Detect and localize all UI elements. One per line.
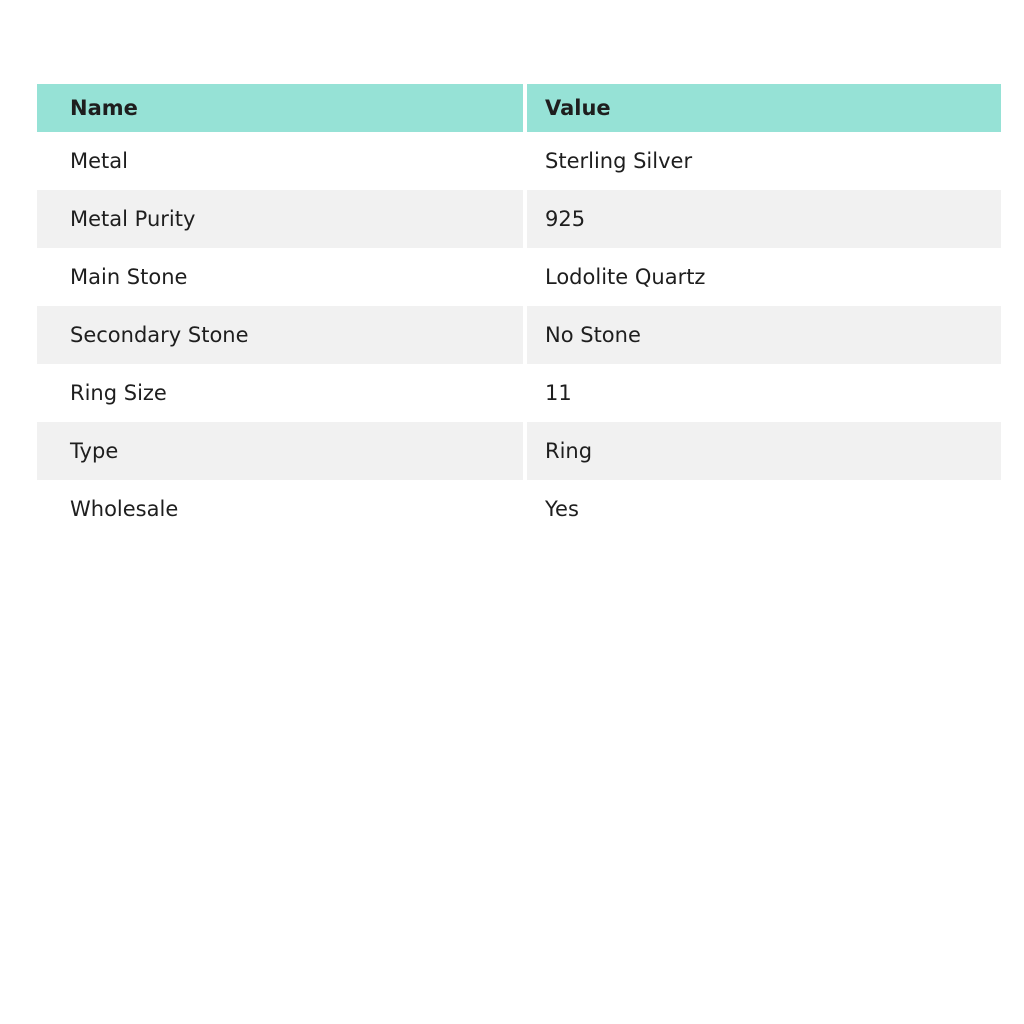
table-row-main-stone	[37, 248, 1001, 306]
table-row-wholesale	[37, 480, 1001, 538]
table-row-metal-purity	[37, 190, 1001, 248]
table-row-secondary-stone	[37, 306, 1001, 364]
table-row-type	[37, 422, 1001, 480]
attribute-value: 11	[523, 364, 1001, 422]
column-header-name: Name	[70, 95, 138, 120]
attribute-value: Yes	[523, 480, 1001, 538]
attribute-name: Metal	[70, 148, 128, 173]
attribute-name: Ring Size	[70, 380, 167, 405]
attribute-value: Ring	[523, 422, 1001, 480]
table-row-ring-size	[37, 364, 1001, 422]
attribute-name: Metal Purity	[70, 206, 196, 231]
table-header-row	[37, 84, 1001, 132]
table-row-metal	[37, 132, 1001, 190]
product-attributes-table	[37, 84, 1001, 538]
attribute-name: Wholesale	[70, 496, 179, 521]
attribute-value: 925	[523, 190, 1001, 248]
attribute-value: No Stone	[523, 306, 1001, 364]
column-header-value: Value	[523, 84, 1001, 132]
attribute-value: Lodolite Quartz	[523, 248, 1001, 306]
attribute-name: Type	[70, 438, 119, 463]
attribute-name: Main Stone	[70, 264, 188, 289]
attribute-value: Sterling Silver	[523, 132, 1001, 190]
attribute-name: Secondary Stone	[70, 322, 249, 347]
